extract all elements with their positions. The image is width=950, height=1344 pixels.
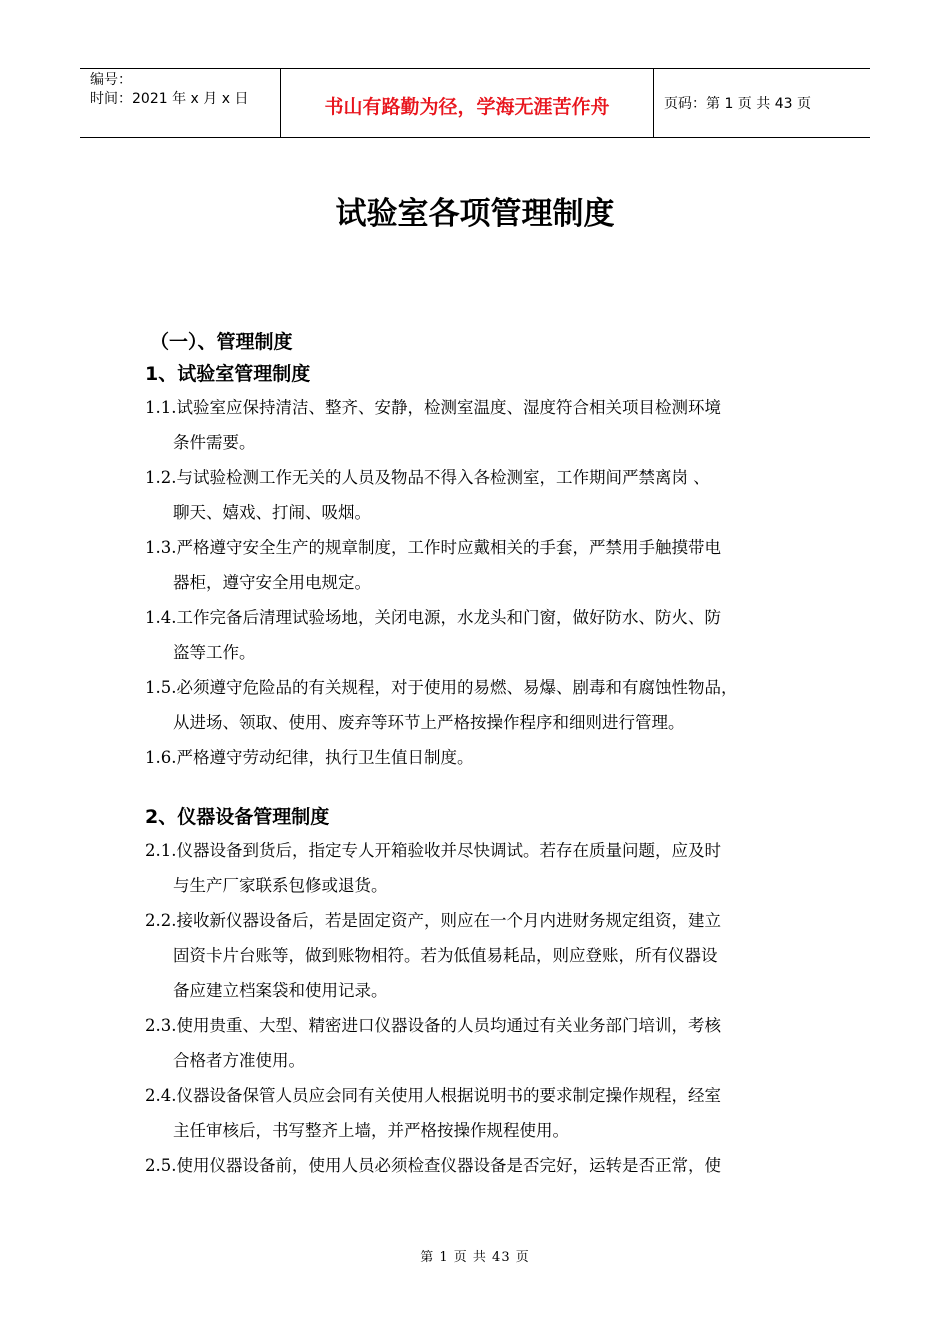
subsection-heading-2: 2、仪器设备管理制度 [145,806,330,828]
clause-2-5: 2.5.使用仪器设备前，使用人员必须检查仪器设备是否完好，运转是否正常，使 [145,1156,721,1175]
clause-2-4: 2.4.仪器设备保管人员应会同有关使用人根据说明书的要求制定操作规程，经室 主任审核后，书写整齐上墙，并严格按操作规程使用。 [145,1086,721,1140]
clause-1-3: 1.3.严格遵守安全生产的规章制度，工作时应戴相关的手套，严禁用手触摸带电 器柜，遵守安全用电规定。 [145,538,721,592]
header-meta-cell [80,69,281,137]
document-title: 试验室各项管理制度 [335,196,615,232]
page-header [80,68,870,138]
clause-2-2: 2.2.接收新仪器设备后，若是固定资产，则应在一个月内进财务规定组资，建立 固资卡片台账等，做到账物相符。若为低值易耗品，则应登账，所有仪器设 备应建立档案袋和使用记录。 [145,911,721,1000]
subsection-heading-1: 1、试验室管理制度 [145,363,311,385]
clause-2-1: 2.1.仪器设备到货后，指定专人开箱验收并尽快调试。若存在质量问题，应及时 与生产厂家联系包修或退货。 [145,841,721,895]
clause-1-6: 1.6.严格遵守劳动纪律，执行卫生值日制度。 [145,748,474,767]
header-motto: 书山有路勤为径，学海无涯苦作舟 [281,69,654,137]
document-body [145,328,825,1183]
clause-2-3: 2.3.使用贵重、大型、精密进口仪器设备的人员均通过有关业务部门培训，考核 合格者方准使用。 [145,1016,721,1070]
number-label: 编号： [90,72,132,88]
clause-1-5: 1.5.必须遵守危险品的有关规程，对于使用的易燃、易爆、剧毒和有腐蚀性物品， 从进场、领取、使用、废弃等环节上严格按操作程序和细则进行管理。 [145,678,738,732]
clause-1-2: 1.2.与试验检测工作无关的人员及物品不得入各检测室，工作期间严禁离岗 、 聊天、嬉戏、打闹、吸烟。 [145,468,710,522]
section-heading: （一）、管理制度 [150,331,293,353]
time-label: 时间：2021 年 x 月 x 日 [90,91,249,107]
clause-1-1: 1.1.试验室应保持清洁、整齐、安静，检测室温度、湿度符合相关项目检测环境 条件需要。 [145,398,721,452]
header-page-info: 页码：第 1 页 共 43 页 [664,96,811,112]
page-footer: 第 1 页 共 43 页 [420,1250,530,1265]
clause-1-4: 1.4.工作完备后清理试验场地，关闭电源，水龙头和门窗，做好防水、防火、防 盗等工作。 [145,608,721,662]
